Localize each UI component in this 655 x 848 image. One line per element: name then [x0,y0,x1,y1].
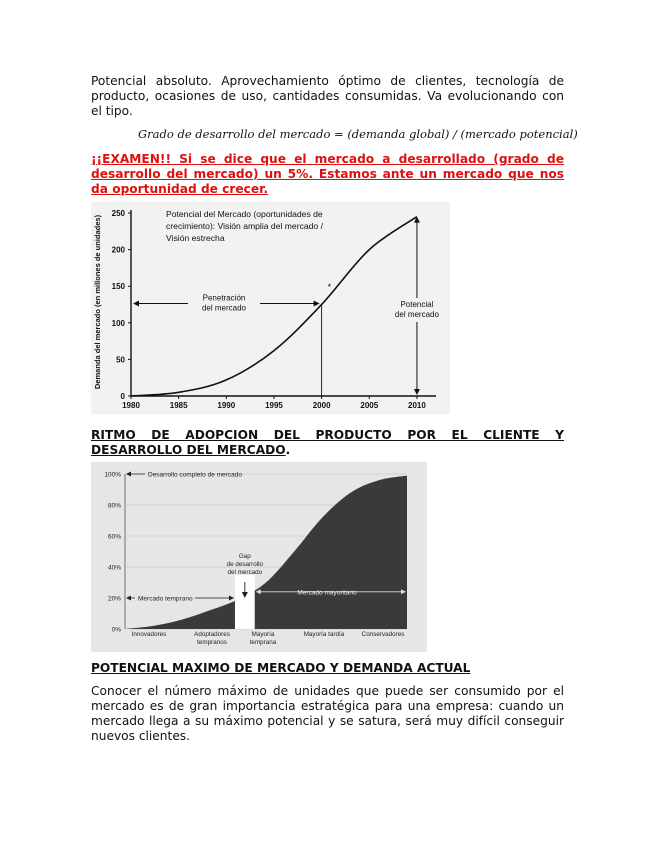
heading-ritmo-text: RITMO DE ADOPCION DEL PRODUCTO POR EL CLIENTE Y DESARROLLO DEL MERCADO [91,428,564,457]
star-marker: * [327,282,332,293]
penetration-label: del mercado [201,303,247,313]
y-tick-label: 200 [111,245,125,255]
potential-label: del mercado [394,310,439,319]
penetration-label: Penetración [202,293,246,303]
heading-potencial: POTENCIAL MAXIMO DE MERCADO Y DEMANDA ACTUAL [91,661,471,675]
y-tick-label: 40% [107,564,121,572]
category-label: Mayoría [251,631,275,638]
category-label: Adoptadores [194,631,230,638]
category-label: Innovadores [131,631,167,638]
adoption-chart [91,462,427,652]
formula: Grado de desarrollo del mercado = (demanda global) / (mercado potencial) [138,127,578,141]
y-tick-label: 0 [120,392,125,401]
y-tick-label: 50 [116,355,125,365]
x-tick-label: 1995 [265,401,283,410]
y-tick-label: 60% [107,533,121,541]
y-tick-label: 20% [107,595,121,603]
complete-label: Desarrollo completo de mercado [148,471,242,479]
closing-paragraph: Conocer el número máximo de unidades que puede ser consumido por el mercado es de gran importancia estratégica para una empresa: cuando un mercado llega a su máximo potencial y se satura, será muy difícil conseguir nuevos clientes. [91,684,564,743]
category-label: temprana [249,639,277,646]
market-potential-chart [91,202,450,414]
y-axis-label: Demanda del mercado (en millones de unidades) [93,214,102,390]
mass-market-label: Mercado mayoritario [297,589,357,597]
heading-ritmo-period: . [285,443,291,457]
x-tick-label: 2005 [360,401,379,410]
y-tick-label: 80% [107,502,121,510]
gap-label: del mercado [227,569,263,576]
y-tick-label: 150 [111,282,125,292]
category-label: Conservadores [361,631,405,638]
category-label: Mayoría tardía [303,631,345,638]
y-tick-label: 0% [111,626,121,634]
x-tick-label: 1985 [169,401,188,410]
x-tick-label: 2000 [312,401,331,410]
y-tick-label: 250 [111,209,125,218]
chart-title-line: Visión estrecha [166,233,225,243]
heading-ritmo [91,428,564,458]
early-market-label: Mercado temprano [138,595,193,603]
chart-title-line: crecimiento): Visión amplia del mercado / [166,221,323,231]
gap-label: Gap [238,553,251,560]
potential-label: Potencial [400,300,434,309]
gap-label: de desarrollo [226,561,264,568]
exam-note: ¡¡EXAMEN!! Si se dice que el mercado a desarrollado (grado de desarrollo del mercado) un 5%. Estamos ante un mercado que nos da oportunidad de crecer. [91,152,564,196]
x-tick-label: 1990 [217,401,236,410]
x-tick-label: 1980 [122,401,140,410]
intro-paragraph: Potencial absoluto. Aprovechamiento óptimo de clientes, tecnología de producto, ocasiones de uso, cantidades consumidas. Va evolucionando con el tipo. [91,74,564,118]
x-tick-label: 2010 [408,401,426,410]
category-label: tempranos [197,639,227,646]
chart-title-line: Potencial del Mercado (oportunidades de [166,209,323,219]
y-tick-label: 100 [111,318,125,328]
y-tick-label: 100% [104,471,121,479]
